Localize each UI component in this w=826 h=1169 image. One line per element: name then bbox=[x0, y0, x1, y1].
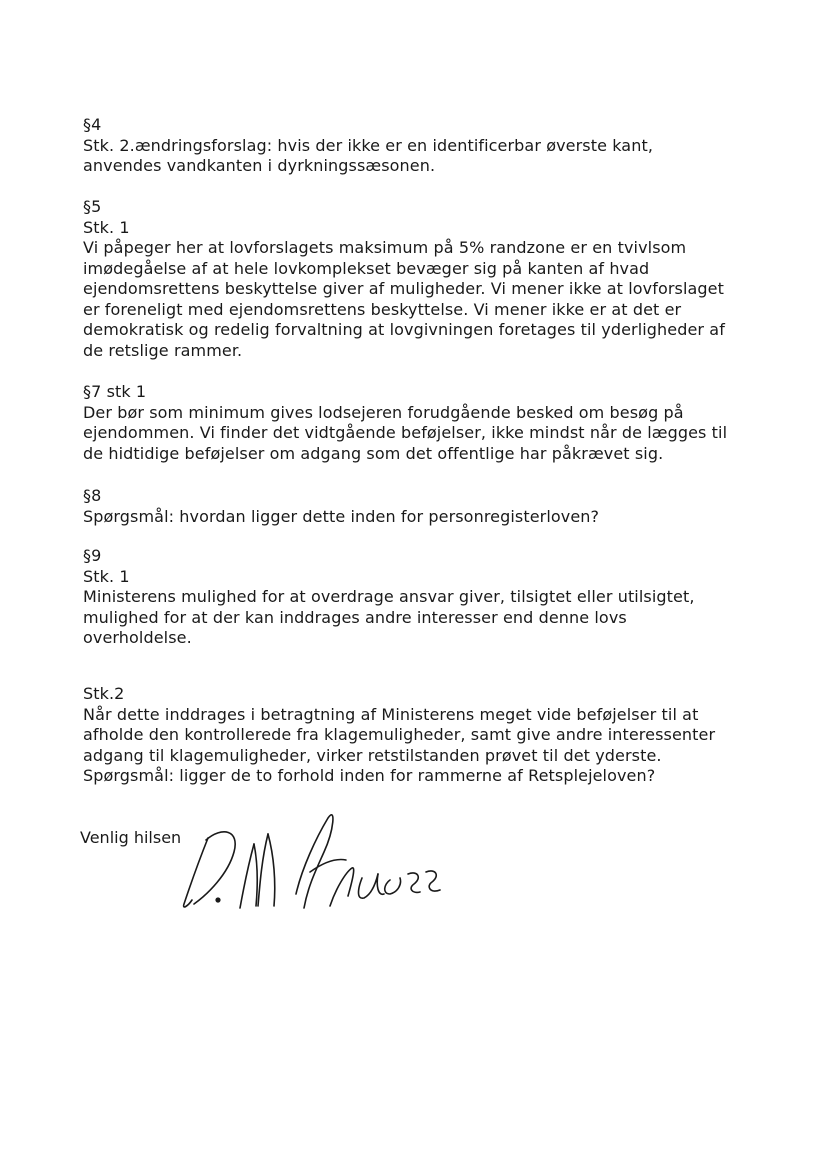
text-line: ejendommen. Vi finder det vidtgående beføjelser, ikke mindst når de lægges til bbox=[83, 423, 728, 442]
text-line: ejendomsrettens beskyttelse giver af muligheder. Vi mener ikke at lovforslaget bbox=[83, 279, 724, 298]
text-line: overholdelse. bbox=[83, 628, 192, 647]
subsection-heading: Stk.2 bbox=[83, 684, 125, 703]
text-line: Stk. 2.ændringsforslag: hvis der ikke er en identificerbar øverste kant, bbox=[83, 135, 654, 155]
section-5 bbox=[83, 197, 763, 361]
text-line: Vi påpeger her at lovforslagets maksimum på 5% randzone er en tvivlsom bbox=[83, 238, 687, 257]
text-line: afholde den kontrollerede fra klagemuligheder, samt give andre interessenter bbox=[83, 725, 716, 744]
text-line: Spørgsmål: ligger de to forhold inden for rammerne af Retsplejeloven? bbox=[83, 766, 656, 785]
text-line: Spørgsmål: hvordan ligger dette inden for personregisterloven? bbox=[83, 506, 600, 526]
section-9-stk-2 bbox=[83, 684, 763, 787]
section-9 bbox=[83, 546, 763, 649]
section-heading: §5 bbox=[83, 197, 102, 216]
text-line: anvendes vandkanten i dyrkningssæsonen. bbox=[83, 156, 436, 175]
text-line: er foreneligt med ejendomsrettens beskyttelse. Vi mener ikke er at det er bbox=[83, 299, 682, 319]
text-line: mulighed for at der kan inddrages andre interesser end denne lovs bbox=[83, 607, 627, 627]
text-line: adgang til klagemuligheder, virker retstilstanden prøvet til det yderste. bbox=[83, 745, 662, 765]
text-line: de hidtidige beføjelser om adgang som det offentlige har påkrævet sig. bbox=[83, 443, 664, 463]
section-heading: §9 bbox=[83, 546, 102, 565]
text-line: imødegåelse af at hele lovkomplekset bevæger sig på kanten af hvad bbox=[83, 258, 650, 278]
subsection-heading: Stk. 1 bbox=[83, 566, 130, 586]
text-line: Der bør som minimum gives lodsejeren forudgående besked om besøg på bbox=[83, 402, 684, 422]
section-heading: §8 bbox=[83, 486, 102, 505]
text-line: demokratisk og redelig forvaltning at lovgivningen foretages til yderligheder af bbox=[83, 320, 725, 339]
section-8 bbox=[83, 486, 763, 527]
text-line: de retslige rammer. bbox=[83, 340, 243, 360]
closing-greeting: Venlig hilsen bbox=[80, 828, 182, 847]
section-7 bbox=[83, 382, 763, 464]
text-line: Ministerens mulighed for at overdrage ansvar giver, tilsigtet eller utilsigtet, bbox=[83, 587, 695, 606]
text-line: Når dette inddrages i betragtning af Ministerens meget vide beføjelser til at bbox=[83, 704, 699, 724]
subsection-heading: Stk. 1 bbox=[83, 217, 130, 237]
section-4 bbox=[83, 115, 763, 177]
handwritten-signature bbox=[178, 808, 458, 917]
section-heading: §7 stk 1 bbox=[83, 382, 147, 401]
section-heading: §4 bbox=[83, 115, 102, 134]
